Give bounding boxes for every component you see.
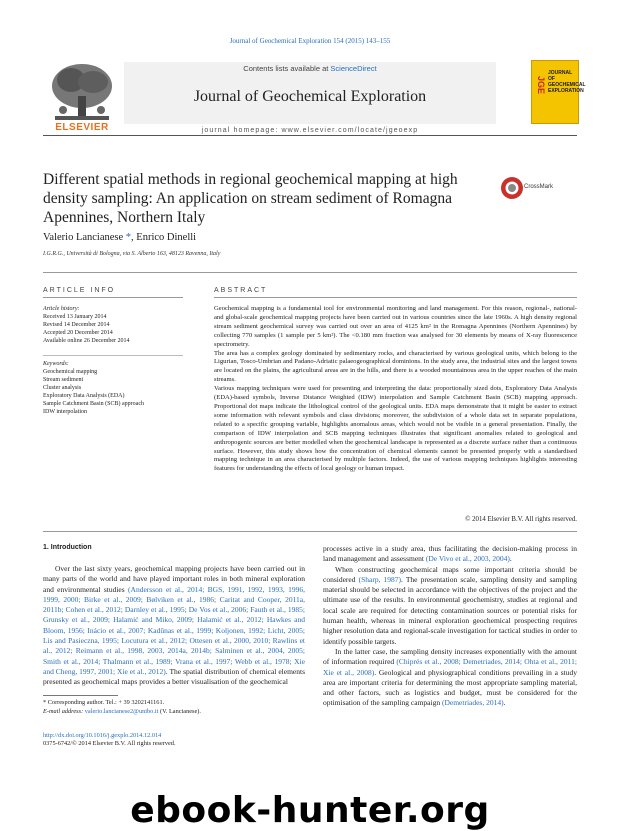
crossmark-label[interactable]: CrossMark bbox=[524, 184, 554, 190]
history-label: Article history: bbox=[43, 306, 80, 312]
author-list bbox=[43, 232, 196, 243]
abstract-paragraph: Various mapping techniques were used for presenting and interpreting the data: proportionally sized dots, Exploratory Data Analysis (EDA)-based symbols, Inverse Distance Weighted (IDW) interpolation and Sample Catchment Basin (SCB) mapping approach. Proportional dot maps indicate the lithological control of the geological units. EDA maps demonstrate that it might be easier to extract some information with relevant symbols and class divisions; moreover, the subdivision of a whole data set in separate populations, related to a specific grouping variable, highlights anomalous areas, which would not be visible in a general presentation. Finally, the comparison of IDW interpolation and SCB mapping techniques illustrates that significant anomalies related to geological and anthropogenic sources are better modelled when the geochemical landscape is represented as a discrete surface rather than a continuous surface. However, this study shows how the concentration of chemical elements cannot be presented properly with a standardised mapping technique in an area characterised by multiple factors. Indeed, the use of various mapping techniques highlights interesting features for understanding the effects of local geology or human impact. bbox=[214, 385, 577, 473]
citation-link[interactable]: (Chiprés et al., 2008; Demetriades, 2014; Ohta et al., 2011; Xie et al., 2008) bbox=[323, 657, 577, 677]
keyword: Sample Catchment Basin (SCB) approach bbox=[43, 401, 144, 407]
journal-reference[interactable]: Journal of Geochemical Exploration 154 (2015) 143–155 bbox=[229, 37, 391, 45]
divider bbox=[43, 531, 577, 532]
elsevier-wordmark: ELSEVIER bbox=[55, 122, 109, 133]
sciencedirect-link[interactable]: ScienceDirect bbox=[330, 64, 377, 73]
citation-link[interactable]: (De Vivo et al., 2003, 2004) bbox=[425, 554, 510, 564]
body-text: . The presentation scale, sampling density and sampling material should be selected in accordance with the objectives of the project and the ultimate use of the results. In environmental geochemistry, studies at regional and local scale are required for detecting contamination sources or potential risks for human health, whereas in mineral exploration geochemical prospecting requires higher resolution data and regional-scale investigation for tactical studies in order to identify possible targets. bbox=[323, 574, 577, 646]
body-text: . Geological and physiographical conditions prevailing in a study area are important criteria for determining the most appropriate sampling material, and other factors, such as logistics and budget, must be considered for the optimisation of the sampling campaign bbox=[323, 667, 577, 708]
divider bbox=[214, 297, 577, 298]
contents-line bbox=[124, 64, 496, 73]
keyword: Cluster analysis bbox=[43, 385, 82, 391]
history-revised: Revised 14 December 2014 bbox=[43, 322, 110, 328]
issn-line: 0375-6742/© 2014 Elsevier B.V. All rights reserved. bbox=[43, 740, 176, 747]
journal-homepage[interactable]: journal homepage: www.elsevier.com/locate/jgeoexp bbox=[201, 127, 419, 134]
body-column-right bbox=[323, 544, 577, 709]
article-title: Different spatial methods in regional geochemical mapping at high density sampling: An application on stream sediment of Romagna Apennines, Northern Italy bbox=[43, 171, 458, 226]
keyword: Exploratory Data Analysis (EDA) bbox=[43, 393, 125, 399]
body-text: . bbox=[503, 698, 506, 708]
history-online: Available online 26 December 2014 bbox=[43, 338, 130, 344]
body-text: . The spatial distribution of chemical elements presented as geochemical maps provides a better visualisation of the geochemical bbox=[43, 666, 305, 687]
body-text: . bbox=[509, 554, 512, 564]
body-paragraph bbox=[323, 544, 577, 565]
footnote-divider bbox=[43, 695, 118, 696]
watermark-text: ebook-hunter.org bbox=[130, 790, 490, 831]
body-paragraph bbox=[323, 647, 577, 709]
divider bbox=[43, 297, 183, 298]
keyword: Stream sediment bbox=[43, 377, 84, 383]
body-text: Over the last sixty years, geochemical mapping projects have been carried out in many parts of the world and have played important roles in both mineral exploration and environmental studies bbox=[43, 564, 305, 594]
divider bbox=[43, 272, 577, 273]
doi-block bbox=[43, 732, 176, 748]
email-label: E-mail address: bbox=[43, 707, 85, 715]
copyright: © 2014 Elsevier B.V. All rights reserved. bbox=[465, 516, 577, 523]
body-column-left bbox=[43, 564, 305, 688]
author-lancianese: Valerio Lancianese bbox=[43, 232, 126, 243]
keywords bbox=[43, 360, 188, 416]
email-suffix: (V. Lancianese). bbox=[158, 707, 201, 715]
journal-title: Journal of Geochemical Exploration bbox=[193, 88, 427, 105]
keyword: Geochemical mapping bbox=[43, 369, 98, 375]
history-received: Received 13 January 2014 bbox=[43, 314, 107, 320]
body-text: In the latter case, the sampling density increases exponentially with the amount of information required bbox=[323, 646, 577, 667]
abstract-body bbox=[214, 305, 577, 474]
citation-link[interactable]: (Sharp, 1987) bbox=[358, 574, 402, 584]
body-text: processes active in a study area, thus facilitating the decision-making process in land management and assessment bbox=[323, 544, 577, 564]
cover-abbrev: JGE bbox=[536, 76, 546, 95]
abstract-paragraph: The area has a complex geology dominated by sedimentary rocks, and characterised by various geological units, which belong to the Ligurian, Tosco-Umbrian and Padano-Adriatic palaeogeographical dominions. In the study area, the industrial sites and the largest towns are located on the plains, the agricultural areas are in the hills, and there is a wooded mountainous area in the upper reaches of the main streams. bbox=[214, 349, 577, 384]
abstract-paragraph: Geochemical mapping is a fundamental tool for environmental monitoring and land management. For this reason, regional-, national- and global-scale geochemical mapping projects have been carried out in various countries since the late 1960s. A high density regional stream sediment geochemical survey was carried out over an area of 4125 km² in the Romagna Apennines (Northern Apennines) by collecting 770 samples (1 sample per 5 km²). The <0.180 mm fraction was analysed for 30 elements by means of X-ray fluorescence spectrometry. bbox=[214, 305, 577, 348]
cover-title: JOURNAL OF GEOCHEMICAL EXPLORATION bbox=[548, 70, 586, 94]
affiliation: I.G.R.G., Università di Bologna, via S. Alberto 163, 48123 Ravenna, Italy bbox=[43, 251, 221, 257]
email-link[interactable]: valerio.lancianese2@unibo.it bbox=[84, 707, 159, 715]
corresponding-author-note: * Corresponding author. Tel.: + 39 3202141161. bbox=[43, 699, 165, 706]
article-history bbox=[43, 305, 183, 345]
author-dinelli: , Enrico Dinelli bbox=[131, 232, 197, 243]
abstract-heading: ABSTRACT bbox=[214, 287, 268, 294]
email-line bbox=[43, 708, 305, 717]
keywords-label: Keywords: bbox=[43, 361, 69, 367]
body-paragraph bbox=[323, 565, 577, 647]
corresponding-author-mark[interactable]: * bbox=[125, 232, 132, 243]
doi-link[interactable]: http://dx.doi.org/10.1016/j.gexplo.2014.12.014 bbox=[43, 732, 162, 739]
divider bbox=[43, 355, 183, 356]
citation-link[interactable]: (Andersson et al., 2014; BGS, 1991, 1992, 1993, 1996, 1999, 2000; Birke et al., 2009; Bølviken et al., 1986; Caritat and Cooper, 2011a, 2011b; Cohen et al., 2012; Darnley et al., 1995; De Vos et al., 2006; Fauth et al., 1985; Grunsky et al., 2009; Halamić and Miko, 2009; Halamić et al., 2012; Hawkes and Bloom, 1956; Inácio et al., 2007; Kadūnas et al., 1999; Koljonen, 1992; Licht, 2005; Lis and Pasieczna, 1995; Locutura et al., 2012; Ottesen et al., 2000, 2010; Rawlins et al., 2012; Reimann et al., 1998, 2003, 2014a, 2014b; Salminen et al., 2004, 2005; Smith et al., 2014; Thalmann et al., 1989; Vrana et al., 1997; Webb et al., 1978; Xie and Cheng, 1997, 2001; Xie et al., 2012) bbox=[43, 584, 306, 676]
article-info-heading: ARTICLE INFO bbox=[43, 287, 116, 294]
body-text: When constructing geochemical maps some important criteria should be considered bbox=[323, 564, 577, 584]
history-accepted: Accepted 20 December 2014 bbox=[43, 330, 113, 336]
section-heading-introduction: 1. Introduction bbox=[43, 544, 92, 551]
citation-link[interactable]: (Demetriades, 2014) bbox=[441, 698, 504, 708]
contents-prefix: Contents lists available at bbox=[243, 64, 331, 73]
keyword: IDW interpolation bbox=[43, 409, 88, 415]
footnote bbox=[43, 699, 305, 716]
